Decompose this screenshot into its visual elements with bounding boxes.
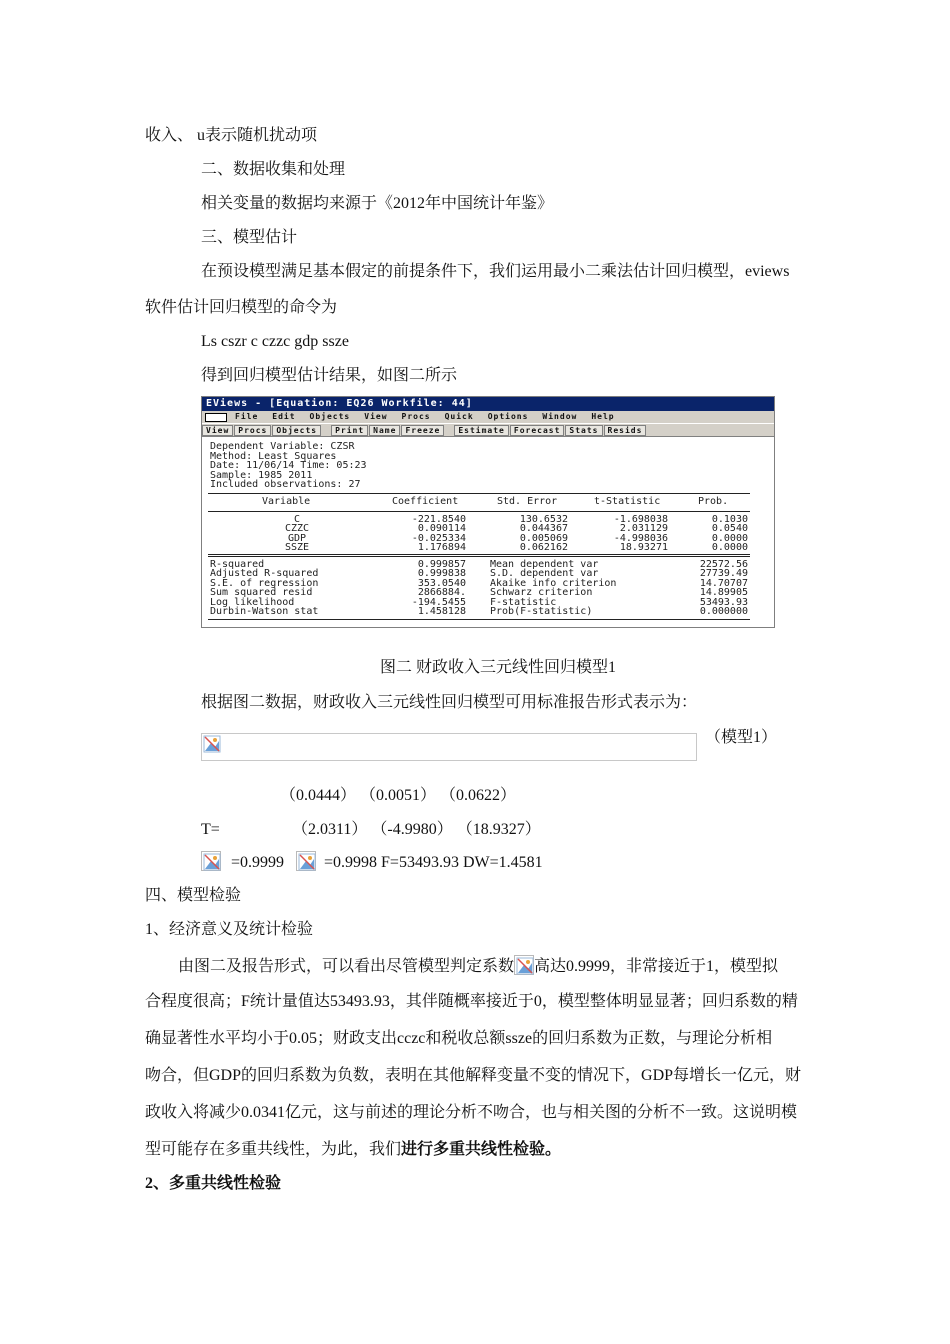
- stat-label: Sum squared resid: [210, 587, 313, 598]
- text-line: 吻合，但GDP的回归系数为负数，表明在其他解释变量不变的情况下，GDP每增长一亿元，财: [145, 1067, 802, 1084]
- output-header-line: Included observations: 27: [210, 479, 361, 490]
- stat-label: Adjusted R-squared: [210, 568, 319, 579]
- text-line: 根据图二数据，财政收入三元线性回归模型可用标准报告形式表示为：: [201, 694, 698, 711]
- table-cell: 1.176894: [417, 542, 466, 553]
- table-rule: [208, 619, 750, 620]
- standard-error-row: （0.0444） （0.0051） （0.0622）: [280, 787, 517, 804]
- eviews-menu-bar: [202, 411, 774, 423]
- model-label: （模型1）: [705, 729, 778, 746]
- table-rule: [208, 554, 750, 557]
- menu-help[interactable]: Help: [591, 412, 615, 421]
- stat-label: Prob(F-statistic): [490, 606, 593, 617]
- table-cell: -0.025334: [411, 533, 466, 544]
- output-header-line: Dependent Variable: CZSR: [210, 441, 355, 452]
- toolbar-procs-button[interactable]: Procs: [234, 425, 271, 436]
- text-line: 得到回归模型估计结果，如图二所示: [201, 367, 458, 384]
- text-fragment: 型可能存在多重共线性，为此，我们: [145, 1141, 402, 1158]
- table-cell: 130.6532: [519, 514, 568, 525]
- text-line: 相关变量的数据均来源于《2012年中国统计年鉴》: [201, 195, 554, 212]
- stat-value: 53493.93: [699, 597, 748, 608]
- figure-caption: 图二 财政收入三元线性回归模型1: [380, 659, 617, 676]
- command-line: Ls cszr c czzc gdp ssze: [201, 333, 349, 350]
- table-cell: SSZE: [284, 542, 310, 553]
- stat-label: R-squared: [210, 559, 265, 570]
- table-rule: [208, 511, 750, 512]
- stat-label: Mean dependent var: [490, 559, 599, 570]
- eviews-title-bar: EViews - [Equation: EQ26 Workfile: 44]: [202, 397, 774, 411]
- menu-file[interactable]: File: [235, 412, 259, 421]
- section-heading: 二、数据收集和处理: [201, 161, 346, 178]
- text-fragment: 由图二及报告形式，可以看出尽管模型判定系数: [178, 958, 515, 975]
- r-squared-inline-image-icon: [514, 955, 534, 975]
- stat-label: Durbin-Watson stat: [210, 606, 319, 617]
- table-cell: 0.1030: [711, 514, 748, 525]
- toolbar-view-button[interactable]: View: [202, 425, 233, 436]
- table-cell: 18.93271: [619, 542, 668, 553]
- column-header: Variable: [262, 496, 311, 507]
- table-cell: -4.998036: [613, 533, 668, 544]
- subsection-heading: 1、经济意义及统计检验: [145, 921, 314, 938]
- toolbar-name-button[interactable]: Name: [369, 425, 400, 436]
- text-line: [145, 1140, 561, 1160]
- table-cell: 0.062162: [519, 542, 568, 553]
- stat-value: 0.999857: [417, 559, 466, 570]
- menu-quick[interactable]: Quick: [444, 412, 474, 421]
- r-squared-value: =0.9999: [231, 854, 285, 871]
- t-statistic-row: （2.0311） （-4.9980） （18.9327）: [292, 821, 541, 838]
- stat-label: Log likelihood: [210, 597, 295, 608]
- stat-label: S.D. dependent var: [490, 568, 599, 579]
- toolbar-objects-button[interactable]: Objects: [272, 425, 321, 436]
- eviews-toolbar: [202, 423, 774, 437]
- equation-image: [201, 733, 697, 761]
- section-heading: 三、模型估计: [201, 229, 298, 246]
- toolbar-forecast-button[interactable]: Forecast: [510, 425, 565, 436]
- stat-value: 2866884.: [417, 587, 466, 598]
- text-line: 政收入将减少0.0341亿元，这与前述的理论分析不吻合，也与相关图的分析不一致。这说明模: [145, 1104, 798, 1121]
- table-cell: 0.0540: [711, 523, 748, 534]
- text-line: 软件估计回归模型的命令为: [145, 299, 338, 316]
- table-cell: -221.8540: [411, 514, 466, 525]
- text-line: 收入、 u表示随机扰动项: [145, 127, 318, 144]
- toolbar-resids-button[interactable]: Resids: [604, 425, 647, 436]
- text-fragment: 高达0.9999，非常接近于1，模型拟: [534, 958, 779, 975]
- fit-statistics: =0.9998 F=53493.93 DW=1.4581: [324, 854, 543, 871]
- table-cell: -1.698038: [613, 514, 668, 525]
- table-cell: GDP: [287, 533, 307, 544]
- text-line: 在预设模型满足基本假定的前提条件下，我们运用最小二乘法估计回归模型，eviews: [201, 263, 790, 280]
- stat-value: 14.70707: [699, 578, 748, 589]
- text-line: 合程度很高；F统计量值达53493.93，其伴随概率接近于0，模型整体明显显著；回归系数的精: [145, 993, 798, 1010]
- stat-value: 0.000000: [699, 606, 748, 617]
- stat-value: 27739.49: [699, 568, 748, 579]
- table-cell: 0.005069: [519, 533, 568, 544]
- subsection-heading: 2、多重共线性检验: [145, 1175, 282, 1192]
- menu-edit[interactable]: Edit: [272, 412, 296, 421]
- stat-value: 0.999838: [417, 568, 466, 579]
- output-header-line: Method: Least Squares: [210, 451, 337, 462]
- menu-window[interactable]: Window: [542, 412, 578, 421]
- broken-image-icon: [202, 734, 222, 754]
- column-header: t-Statistic: [594, 496, 661, 507]
- menu-options[interactable]: Options: [487, 412, 529, 421]
- table-rule: [208, 493, 750, 494]
- stat-value: 22572.56: [699, 559, 748, 570]
- column-header: Std. Error: [497, 496, 558, 507]
- t-label: T=: [201, 821, 220, 838]
- emphasis-text: 进行多重共线性检验。: [401, 1141, 562, 1158]
- system-menu-icon: [205, 413, 227, 422]
- text-line: [178, 955, 778, 977]
- eviews-window: [201, 396, 775, 628]
- column-header: Prob.: [698, 496, 729, 507]
- table-cell: C: [293, 514, 301, 525]
- toolbar-gap: [445, 426, 453, 435]
- table-cell: CZZC: [284, 523, 310, 534]
- output-header-line: Date: 11/06/14 Time: 05:23: [210, 460, 367, 471]
- toolbar-print-button[interactable]: Print: [331, 425, 368, 436]
- menu-view[interactable]: View: [364, 412, 388, 421]
- stat-label: S.E. of regression: [210, 578, 319, 589]
- stat-label: Akaike info criterion: [490, 578, 617, 589]
- column-header: Coefficient: [392, 496, 459, 507]
- section-heading: 四、模型检验: [145, 887, 242, 904]
- toolbar-estimate-button[interactable]: Estimate: [454, 425, 509, 436]
- menu-objects[interactable]: Objects: [309, 412, 351, 421]
- table-cell: 0.0000: [711, 533, 748, 544]
- r-squared-image-icon: [201, 851, 221, 871]
- table-cell: 0.0000: [711, 542, 748, 553]
- stat-value: -194.5455: [411, 597, 466, 608]
- toolbar-gap: [322, 426, 330, 435]
- stat-label: Schwarz criterion: [490, 587, 593, 598]
- toolbar-freeze-button[interactable]: Freeze: [401, 425, 444, 436]
- toolbar-stats-button[interactable]: Stats: [565, 425, 602, 436]
- stat-value: 353.0540: [417, 578, 466, 589]
- output-header-line: Sample: 1985 2011: [210, 470, 313, 481]
- table-cell: 2.031129: [619, 523, 668, 534]
- stat-label: F-statistic: [490, 597, 557, 608]
- table-cell: 0.090114: [417, 523, 466, 534]
- stat-value: 1.458128: [417, 606, 466, 617]
- menu-procs[interactable]: Procs: [401, 412, 431, 421]
- text-line: 确显著性水平均小于0.05；财政支出cczc和税收总额ssze的回归系数为正数，与理论分析相: [145, 1030, 773, 1047]
- table-cell: 0.044367: [519, 523, 568, 534]
- adjusted-r-squared-image-icon: [296, 851, 316, 871]
- stat-value: 14.89905: [699, 587, 748, 598]
